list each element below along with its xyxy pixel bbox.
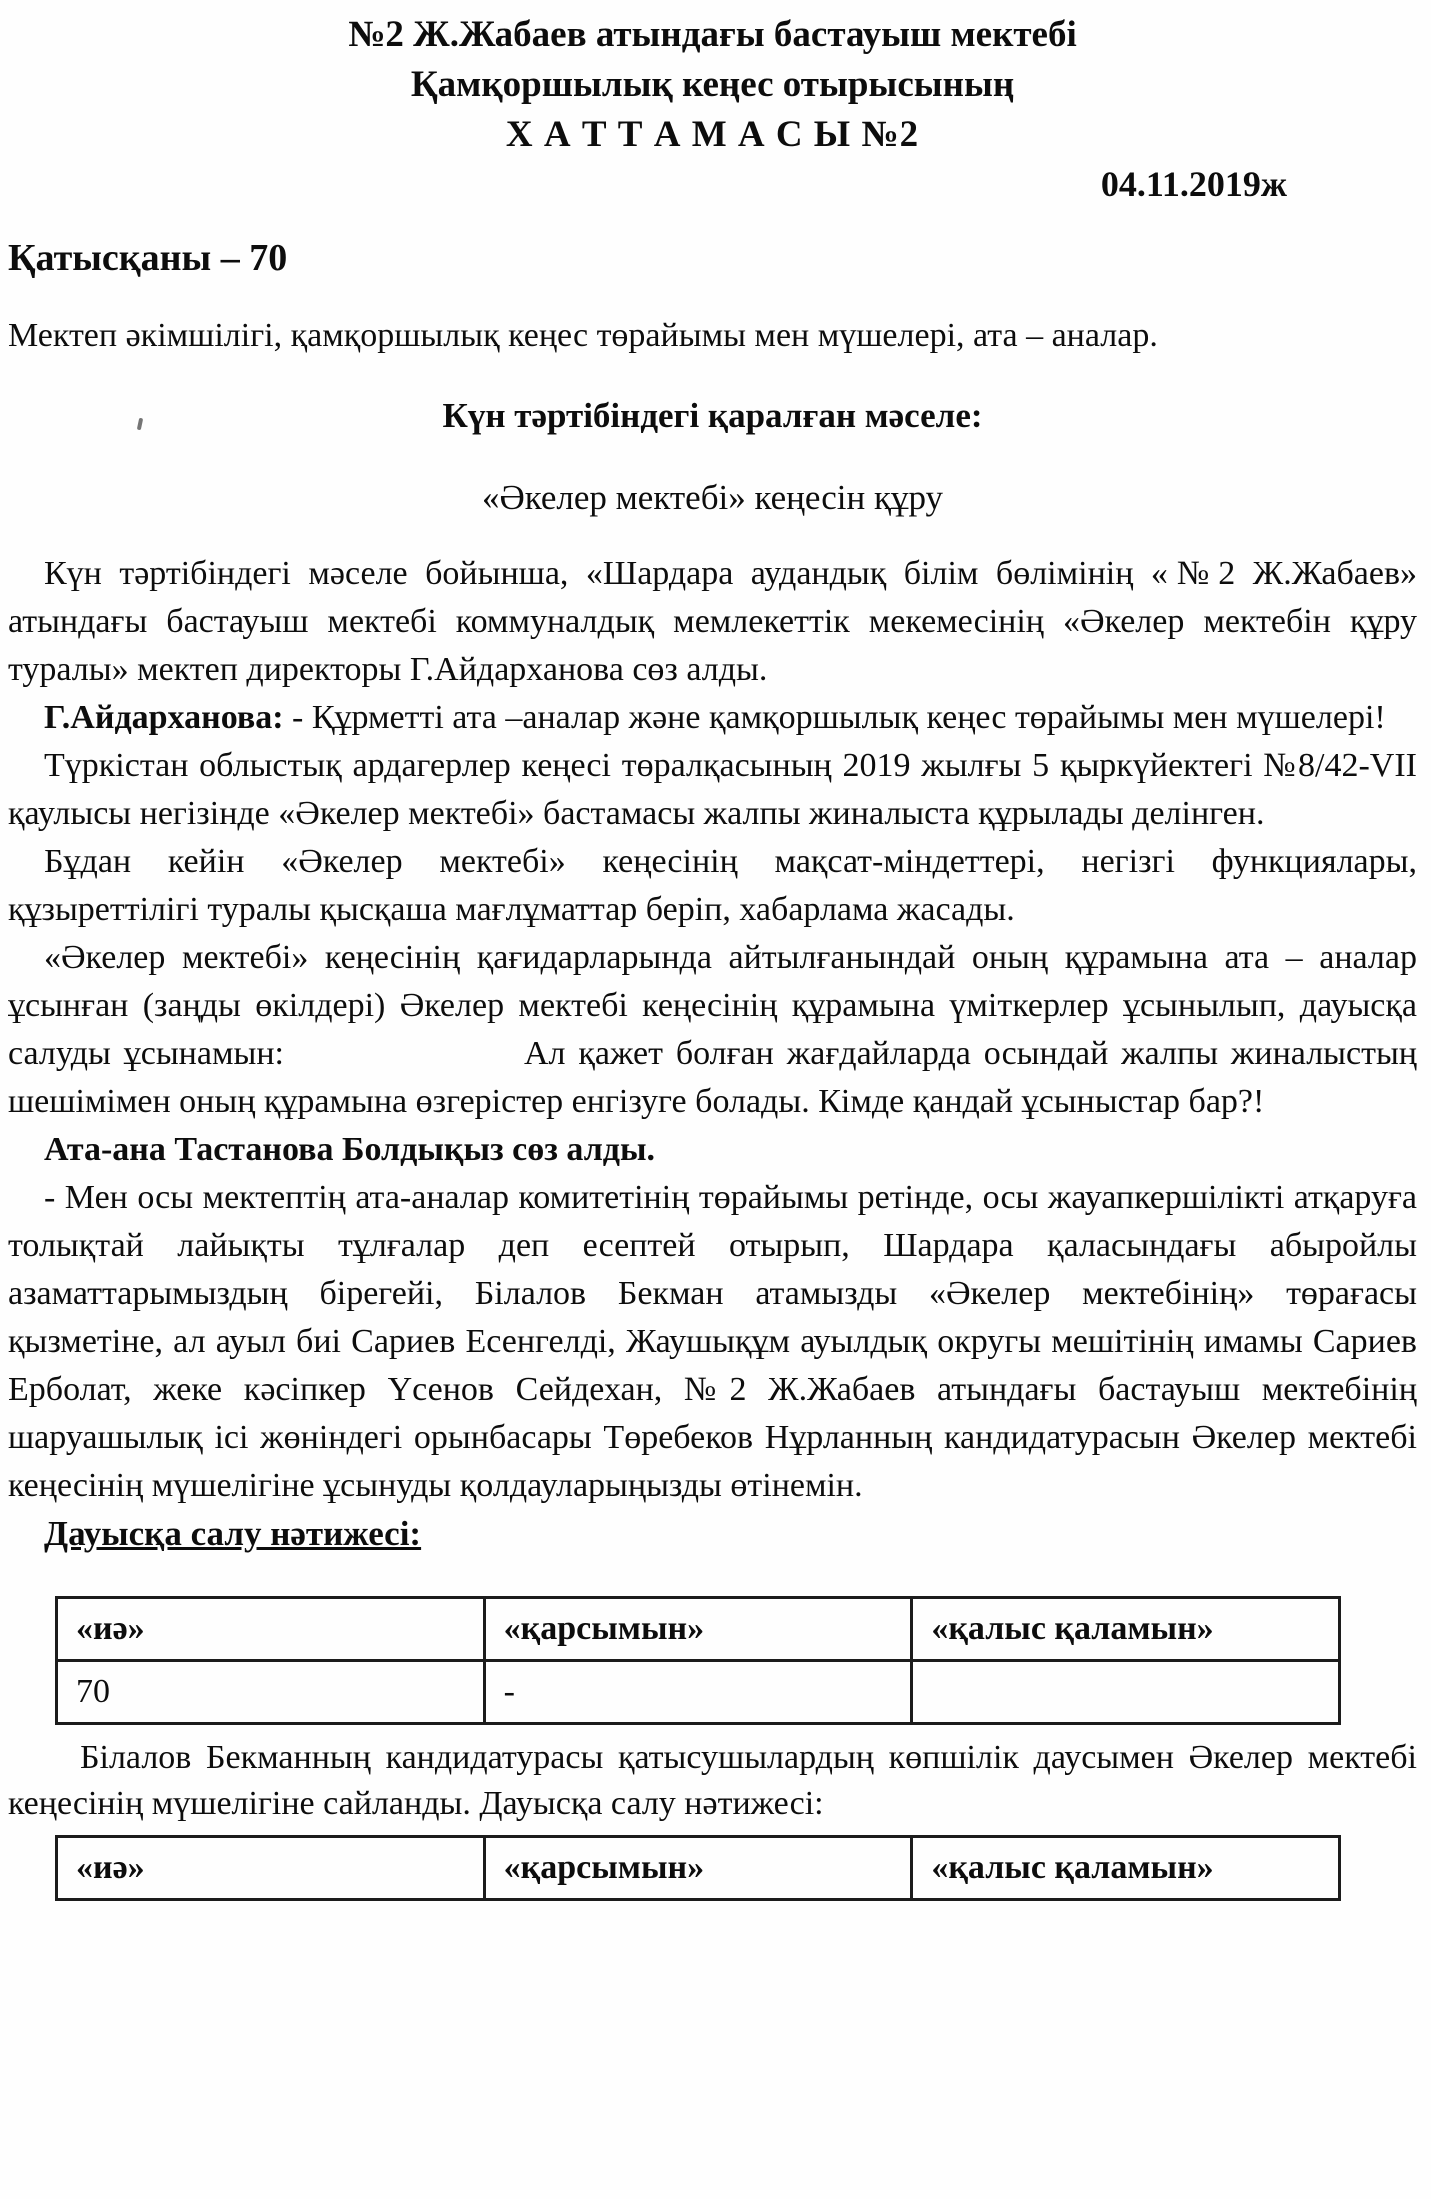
typewriter-gap — [284, 1063, 524, 1064]
vote-table-2 — [55, 1835, 1341, 1901]
paragraph-goals-info: Бұдан кейін «Әкелер мектебі» кеңесінің мақсат-міндеттері, негізгі функциялары, құзыреттілігі туралы қысқаша мағлұматтар беріп, хабарлама жасады. — [8, 843, 1417, 928]
paragraph-director-speech — [8, 694, 1417, 742]
agenda-item: «Әкелер мектебі» кеңесін құру — [481, 478, 944, 517]
vote-table-1-data-row — [57, 1661, 1340, 1724]
speech-text: - Құрметті ата –аналар және қамқоршылық кеңес төрайымы мен мүшелері! — [292, 699, 1386, 736]
vote-result-heading: Дауысқа салу нәтижесі: — [44, 1514, 422, 1553]
doc-title-school: №2 Ж.Жабаев атындағы бастауыш мектебі — [348, 14, 1077, 55]
vote-count-yes: 70 — [57, 1661, 485, 1724]
doc-title-council: Қамқоршылық кеңес отырысының — [410, 64, 1015, 105]
doc-date: 04.11.2019ж — [1100, 164, 1287, 204]
paragraph-candidates-proposal — [8, 934, 1417, 1126]
doc-title-protocol-number: Х А Т Т А М А С Ы №2 — [505, 114, 920, 155]
vote-table-1-header-row — [57, 1598, 1340, 1661]
proposal-text-start: «Әкелер мектебі» кеңесінің қағидарларында айтылғанындай оның құрамына ата – аналар ұсынған (заңды өкілдері) Әкелер мектебі кеңесінің құрамына үміткерлер ұсынылып, дауысқа салуды ұсынамын: — [8, 939, 1417, 1072]
vote-table-1 — [55, 1596, 1341, 1725]
attendees-description: Мектеп әкімшілігі, қамқоршылық кеңес төрайымы мен мүшелері, ата – аналар. — [8, 317, 1158, 354]
attendees-count: Қатысқаны – 70 — [8, 237, 288, 279]
vote-option-abstain: «қалыс қаламын» — [912, 1598, 1340, 1661]
vote-count-against: - — [484, 1661, 912, 1724]
paragraph-election-result: Білалов Бекманның кандидатурасы қатысушылардың көпшілік даусымен Әкелер мектебі кеңесінің мүшелігіне сайланды. Дауысқа салу нәтижесі: — [8, 1739, 1417, 1822]
paragraph-parent-speaker: Ата-ана Тастанова Болдықыз сөз алды. — [44, 1131, 656, 1168]
paragraph-director-intro: Күн тәртібіндегі мәселе бойынша, «Шардара аудандық білім бөлімінің «№2 Ж.Жабаев» атындағы бастауыш мектебі коммуналдық мемлекеттік мекемесінің «Әкелер мектебін құру туралы» мектеп директоры Г.Айдарханова сөз алды. — [8, 555, 1417, 688]
proposal-text-end: Ал қажет болған жағдайларда осындай жалпы жиналыстың шешімімен оның құрамына өзгерістер енгізуге болады. Кімде қандай ұсыныстар бар?! — [8, 1035, 1417, 1120]
vote-option-yes: «иә» — [57, 1598, 485, 1661]
vote2-option-abstain: «қалыс қаламын» — [912, 1837, 1340, 1900]
vote2-option-yes: «иә» — [57, 1837, 485, 1900]
agenda-heading: Күн тәртібіндегі қаралған мәселе: — [442, 396, 983, 435]
vote-table-2-header-row — [57, 1837, 1340, 1900]
vote-option-against: «қарсымын» — [484, 1598, 912, 1661]
vote-count-abstain — [912, 1661, 1340, 1724]
paragraph-parent-speech: - Мен осы мектептің ата-аналар комитетінің төрайымы ретінде, осы жауапкершілікті атқаруға толықтай лайықты тұлғалар деп есептей отырып, Шардара қаласындағы абыройлы азаматтарымыздың бірегейі, Білалов Бекман атамызды «Әкелер мектебінің» төрағасы қызметіне, ал ауыл биі Сариев Есенгелді, Жаушықұм ауылдық округы мешітінің имамы Сариев Ерболат, жеке кәсіпкер Үсенов Сейдехан, №2 Ж.Жабаев атындағы бастауыш мектебінің шаруашылық ісі жөніндегі орынбасары Төребеков Нұрланның кандидатурасын Әкелер мектебі кеңесінің мүшелігіне ұсынуды қолдауларыңызды өтінемін. — [8, 1179, 1417, 1504]
paragraph-veterans-council: Түркістан облыстық ардагерлер кеңесі төралқасының 2019 жылғы 5 қыркүйектегі №8/42-VII қаулысы негізінде «Әкелер мектебі» бастамасы жалпы жиналыста құрылады делінген. — [8, 747, 1417, 832]
speaker-name: Г.Айдарханова: — [44, 699, 284, 736]
vote2-option-against: «қарсымын» — [484, 1837, 912, 1900]
